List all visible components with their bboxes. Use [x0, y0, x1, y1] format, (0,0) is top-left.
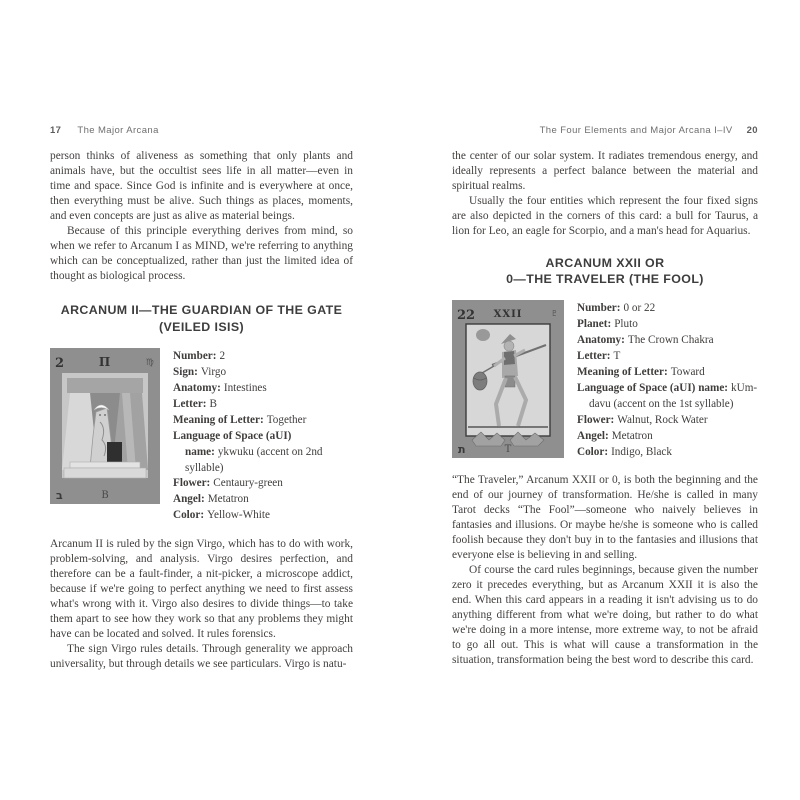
- attribute-value: Toward: [670, 366, 705, 378]
- attribute-value: 2: [219, 350, 226, 363]
- card-section-right: [452, 300, 758, 460]
- running-head-title-left: The Major Arcana: [77, 125, 159, 136]
- attribute-label: Flower:: [577, 413, 615, 426]
- attribute-value: Yellow-White: [207, 509, 270, 522]
- attribute-label: Sign:: [173, 366, 198, 379]
- paragraph: person thinks of aliveness as something that only plants and animals have, but the occultist sees life in all matter—even in time and space. Since God is infinite and is everywhere at once, then everything must be alive. Such things as places, moments, and even concepts are just as alive as material beings.: [50, 150, 353, 222]
- card-latin-letter: T: [504, 444, 512, 456]
- attribute-value: Walnut, Rock Water: [617, 413, 708, 426]
- attribute-value: Together: [266, 413, 307, 426]
- attribute-row: [577, 429, 758, 445]
- attribute-row: [173, 365, 353, 381]
- section-heading-arcanum-ii: [50, 302, 353, 335]
- virgo-glyph: ♍: [145, 358, 154, 369]
- attribute-row: [577, 365, 758, 381]
- attribute-label: Anatomy:: [173, 382, 221, 394]
- attribute-row: [173, 429, 353, 477]
- attribute-row: [173, 492, 353, 508]
- card-corner-number: 22: [457, 308, 476, 324]
- card-attributes-right: [577, 300, 758, 460]
- attribute-value: Virgo: [200, 366, 227, 379]
- attribute-value: Metatron: [611, 429, 653, 442]
- attribute-label: Letter:: [173, 397, 207, 410]
- attribute-row: [173, 476, 353, 492]
- attribute-value: 0 or 22: [623, 302, 656, 315]
- attribute-row: [173, 349, 353, 365]
- attribute-label: Anatomy:: [577, 334, 625, 347]
- card-illustration-veiled-isis: [62, 373, 148, 478]
- attribute-value: Indigo, Black: [611, 445, 672, 458]
- card-roman-numeral: Π: [98, 355, 112, 370]
- attribute-value: kUm-davu (accent on the 1st syllable): [589, 381, 758, 410]
- attribute-value: The Crown Chakra: [627, 334, 714, 347]
- page-right: [452, 125, 758, 668]
- attribute-label: Color:: [173, 509, 205, 522]
- attribute-row: [577, 413, 758, 429]
- attribute-row: [577, 349, 758, 365]
- attribute-row: [173, 413, 353, 429]
- tarot-card-the-traveler: [452, 300, 564, 458]
- attribute-value: Centaury-green: [213, 477, 283, 490]
- attribute-row: [577, 381, 758, 413]
- attribute-value: Intestines: [223, 382, 267, 394]
- running-head-left: [50, 125, 353, 136]
- attribute-row: [577, 317, 758, 333]
- card-attributes-left: [173, 348, 353, 524]
- attribute-label: Angel:: [577, 429, 609, 442]
- attribute-label: Meaning of Letter:: [577, 366, 668, 378]
- paragraph: The sign Virgo rules details. Through generality we approach universality, but through details we see particulars. Virgo is natu-: [50, 642, 353, 670]
- heading-line: (VEILED ISIS): [158, 319, 245, 334]
- page-left: [50, 125, 353, 672]
- attribute-row: [173, 508, 353, 524]
- paragraph: “The Traveler,” Arcanum XXII or 0, is both the beginning and the end of our journey of transformation. He/she is called in many Tarot decks “The Fool”—someone who naively believes in fantasies and illusions. Or maybe he/she is someone who is called foolish because they don't buy in to the fantasies and illusions that everyone else is believing in and selling.: [452, 474, 758, 562]
- attribute-label: Language of Space (aUI) name:: [577, 381, 729, 394]
- attribute-value: Metatron: [207, 493, 249, 506]
- section-heading-arcanum-xxii: [452, 255, 758, 288]
- heading-line: ARCANUM XXII OR: [545, 255, 665, 270]
- attribute-row: [173, 381, 353, 397]
- attribute-value: Pluto: [614, 318, 638, 331]
- paragraph: Because of this principle everything derives from mind, so when we refer to Arcanum I as MIND, we're referring to anything which can be conceptualized, rather than just the limited idea of thought as biological process.: [50, 224, 353, 282]
- attribute-value: ykwuku (accent on 2nd syllable): [185, 445, 323, 474]
- attribute-label: Planet:: [577, 318, 612, 331]
- attribute-label: Flower:: [173, 477, 211, 490]
- heading-line: 0—THE TRAVELER (THE FOOL): [506, 272, 704, 286]
- running-head-title-right: The Four Elements and Major Arcana I–IV: [539, 125, 733, 136]
- card-illustration-the-traveler: [466, 324, 550, 446]
- card-roman-numeral: XXII: [493, 309, 523, 321]
- attribute-label: Color:: [577, 445, 609, 458]
- attribute-value: T: [613, 350, 621, 363]
- paragraph: Arcanum II is ruled by the sign Virgo, which has to do with work, problem-solving, and analysis. Virgo desires perfection, and therefore can be a fault-finder, a nit-picker, a microscope addict, because if we're going to perfect anything we need to first assess what's wrong with it. Virgo also desires to divide things—to take them apart to see how they work so that any problems they might have can be located and solved. It rules forensics.: [50, 538, 353, 640]
- card-latin-letter: B: [101, 490, 109, 502]
- attribute-label: Language of Space (aUI) name:: [173, 429, 292, 458]
- attribute-row: [173, 397, 353, 413]
- paragraph: Usually the four entities which represent the four fixed signs are also depicted in the corners of this card: a bull for Taurus, a lion for Leo, an eagle for Scorpio, and a man's head for Aquarius.: [452, 194, 758, 237]
- attribute-label: Meaning of Letter:: [173, 413, 264, 426]
- card-corner-number: 2: [55, 356, 65, 372]
- attribute-row: [577, 333, 758, 349]
- running-head-right: [452, 125, 758, 136]
- paragraph: Of course the card rules beginnings, because given the number zero it precedes everything, but as Arcanum XXII it is also the end. When this card appears in a reading it isn't advising us to do anything different from what we're doing, but rather to do what we're doing in a more intense, more extreme way, to not be afraid to go all out. This is what will cause a transformation in the situation, transformation being the best word to describe this card.: [452, 564, 758, 666]
- attribute-row: [577, 301, 758, 317]
- card-section-left: [50, 348, 353, 524]
- attribute-row: [577, 445, 758, 461]
- attribute-value: B: [209, 397, 218, 410]
- paragraph: the center of our solar system. It radiates tremendous energy, and ideally represents a perfect balance between the material and spiritual realms.: [452, 150, 758, 192]
- heading-line: ARCANUM II—THE GUARDIAN OF THE GATE: [60, 303, 343, 318]
- pluto-glyph: ♇: [550, 309, 558, 319]
- attribute-label: Angel:: [173, 493, 205, 506]
- page-number-left: 17: [50, 125, 62, 136]
- page-number-right: 20: [746, 125, 758, 136]
- attribute-label: Letter:: [577, 350, 611, 363]
- hebrew-letter-bet: ב: [56, 489, 63, 503]
- tarot-card-veiled-isis: [50, 348, 160, 504]
- hebrew-letter-tav: ת: [458, 443, 466, 457]
- attribute-label: Number:: [577, 302, 621, 315]
- attribute-label: Number:: [173, 350, 217, 363]
